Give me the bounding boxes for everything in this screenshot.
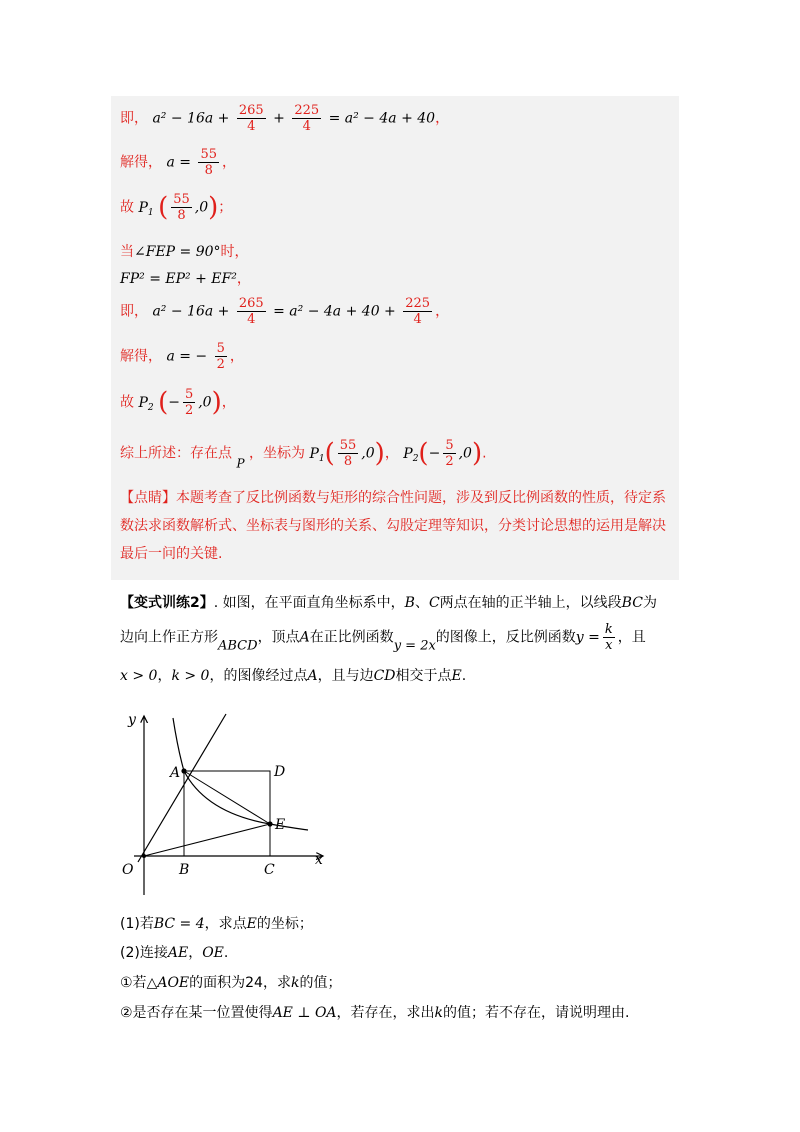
square-abcd	[184, 771, 270, 856]
point-o	[142, 854, 146, 858]
label-x: x	[315, 852, 323, 868]
solution-line-1: 即， a² − 16a + $\frac{265}{4}$ + $\frac{225}{4}$ = a² − 4a + 40，	[120, 103, 450, 134]
solution-comment	[120, 484, 666, 568]
solution-line-9: 综上所述：存在点 P ，坐标为 $P_1$( $\frac{55}{8}$ ,0)， $P_2(-$ $\frac{5}{2}$ ,0).	[120, 438, 487, 471]
label-b: B	[179, 862, 190, 878]
label-a: A	[170, 765, 181, 781]
point-a	[181, 768, 186, 773]
solution-line-4: 当∠FEP = 90°时，	[120, 244, 249, 260]
problem-line-3: x > 0，k > 0，的图像经过点A，且与边CD相交于点E.	[120, 668, 467, 684]
label-e: E	[275, 817, 286, 833]
solution-line-8: 故 $P_2$ (− $\frac{5}{2}$ ,0)，	[120, 387, 236, 418]
question-2-part-2: ②是否存在某一位置使得AE ⊥ OA，若存在，求出k的值；若不存在，请说明理由.	[120, 1005, 630, 1021]
segment-ae	[184, 771, 270, 824]
solution-line-2: 解得， a = $\frac{55}{8}$ ，	[120, 147, 236, 178]
label-c: C	[264, 862, 275, 878]
solution-line-7: 解得， a = − $\frac{5}{2}$ ，	[120, 341, 244, 372]
segment-oe	[144, 824, 270, 856]
line-y-2x	[138, 714, 226, 862]
problem-line-2: 边向上作正方形ABCD，顶点A在正比例函数y = 2x的图像上，反比例函数y = $\frac{k}{x}$ ，且	[120, 622, 646, 654]
question-1: (1)若BC = 4，求点E的坐标；	[120, 916, 313, 932]
hyperbola-curve	[173, 718, 308, 830]
solution-line-5: FP² = EP² + EF²，	[120, 271, 251, 287]
problem-line-1: 【变式训练2】. 如图，在平面直角坐标系中，B、C两点在轴的正半轴上，以线段BC为	[120, 595, 657, 611]
comment-line-1: 【点睛】本题考查了反比例函数与矩形的综合性问题，涉及到反比例函数的性质，待定系	[120, 490, 666, 506]
geometry-figure	[118, 710, 338, 900]
label-d: D	[274, 764, 286, 780]
question-2: (2)连接AE，OE.	[120, 945, 229, 961]
solution-line-6: 即， a² − 16a + $\frac{265}{4}$ = a² − 4a + 40 + $\frac{225}{4}$ ，	[120, 296, 450, 327]
label-o: O	[122, 862, 134, 878]
comment-line-2: 数法求函数解析式、坐标表与图形的关系、勾股定理等知识，分类讨论思想的运用是解决	[120, 518, 666, 534]
comment-line-3: 最后一问的关键.	[120, 546, 223, 562]
label-y: y	[128, 712, 136, 728]
problem-title: 【变式训练2】	[120, 595, 214, 611]
point-e	[267, 821, 272, 826]
question-2-part-1: ①若△AOE的面积为24，求k的值；	[120, 975, 342, 991]
solution-line-3: 故 $P_1$ ( $\frac{55}{8}$ ,0)；	[120, 192, 233, 223]
